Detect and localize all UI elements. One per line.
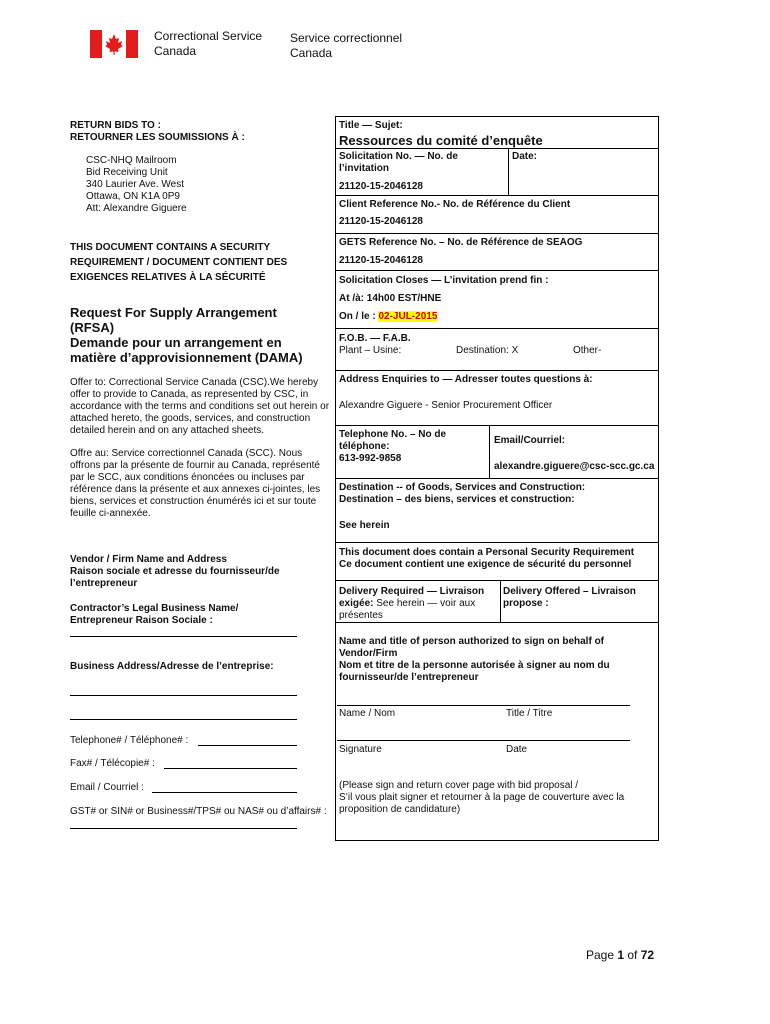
- closes-date: On / le : 02-JUL-2015: [339, 311, 438, 322]
- email-courriel-value: alexandre.giguere@csc-scc.gc.ca: [494, 461, 655, 472]
- title-label: Title — Sujet:: [339, 120, 403, 131]
- department-name-fr: Service correctionnel Canada: [290, 31, 403, 60]
- destination-value: See herein: [339, 520, 390, 531]
- solicitation-label: Solicitation No. — No. de l’invitation: [339, 151, 458, 174]
- email-label: Email / Courriel :: [70, 782, 144, 793]
- telephone-label: Telephone# / Téléphone# :: [70, 735, 189, 746]
- offer-text-fr: Offre au: Service correctionnel Canada (SCC). Nous offrons par la présente de fournir au Canada, représenté par le SCC, aux conditions énoncées ou incluses par référence dans la présente et aux annexes ci-jointes, les biens, services et construction énumérés ici et sur toute feuille ci-annexée.: [70, 448, 321, 519]
- title-field-label: Title / Titre: [506, 708, 553, 719]
- date-label: Date:: [512, 151, 538, 162]
- security-notice: THIS DOCUMENT CONTAINS A SECURITY REQUIREMENT / DOCUMENT CONTIENT DES EXIGENCES RELATIVES À LA SÉCURITÉ: [70, 242, 288, 283]
- closes-time: At /à: 14h00 EST/HNE: [339, 293, 442, 304]
- date-field-label: Date: [506, 744, 528, 755]
- page-number: Page 1 of 72: [586, 948, 655, 962]
- fob-label: F.O.B. — F.A.B.: [339, 333, 411, 344]
- email-courriel-label: Email/Courriel:: [494, 435, 566, 446]
- fob-other: Other-: [573, 345, 602, 356]
- fax-label: Fax# / Télécopie# :: [70, 758, 155, 769]
- telephone-no-label: Telephone No. – No de téléphone: 613-992-9858: [339, 429, 447, 464]
- fob-destination: Destination: X: [456, 345, 519, 356]
- signature-label: Signature: [339, 744, 382, 755]
- business-address-field-2[interactable]: [70, 719, 297, 720]
- solicitation-number: 21120-15-2046128: [339, 181, 423, 192]
- legal-name-label: Contractor’s Legal Business Name/ Entrepreneur Raison Sociale :: [70, 603, 239, 626]
- title-value: Ressources du comité d’enquête: [339, 133, 543, 148]
- return-bids-heading: RETURN BIDS TO : RETOURNER LES SOUMISSIONS À :: [70, 120, 245, 143]
- telephone-field[interactable]: [198, 745, 297, 746]
- gst-field[interactable]: [70, 828, 297, 829]
- gets-reference-label: GETS Reference No. – No. de Référence de SEAOG: [339, 237, 583, 248]
- closes-date-value: 02-JUL-2015: [378, 311, 438, 322]
- delivery-required: Delivery Required — Livraison exigée: See herein — voir aux présentes: [339, 586, 485, 621]
- name-title-field[interactable]: [337, 705, 630, 706]
- gets-reference-number: 21120-15-2046128: [339, 255, 423, 266]
- email-field[interactable]: [152, 792, 297, 793]
- signature-field[interactable]: [337, 740, 630, 741]
- vendor-heading: Vendor / Firm Name and Address Raison sociale et adresse du fournisseur/de l’entrepreneur: [70, 554, 280, 589]
- canada-flag-icon: [90, 30, 138, 58]
- security-requirement: This document does contain a Personal Security Requirement Ce document contient une exigence de sécurité du personnel: [339, 547, 635, 570]
- fob-plant: Plant – Usine:: [339, 345, 402, 356]
- business-address-label: Business Address/Adresse de l’entreprise:: [70, 661, 274, 672]
- department-name-en: Correctional Service Canada: [154, 29, 263, 58]
- rfsa-title: Request For Supply Arrangement (RFSA) Demande pour un arrangement en matière d’approvisionnement (DAMA): [70, 305, 303, 365]
- gst-label: GST# or SIN# or Business#/TPS# ou NAS# ou d’affairs# :: [70, 806, 327, 817]
- business-address-field-1[interactable]: [70, 695, 297, 696]
- sign-instructions: (Please sign and return cover page with bid proposal / S’il vous plait signer et retourner à la page de couverture avec la proposition de candidature): [339, 780, 625, 815]
- client-reference-label: Client Reference No.- No. de Référence du Client: [339, 199, 571, 210]
- enquiries-value: Alexandre Giguere - Senior Procurement Officer: [339, 400, 553, 411]
- authorized-person-label: Name and title of person authorized to sign on behalf of Vendor/Firm Nom et titre de la personne autorisée à signer au nom du fournisseur/de l’entrepreneur: [339, 636, 610, 683]
- enquiries-label: Address Enquiries to — Adresser toutes questions à:: [339, 374, 593, 385]
- legal-name-field[interactable]: [70, 636, 297, 637]
- delivery-offered: Delivery Offered – Livraison propose :: [503, 586, 636, 609]
- return-bids-address: CSC-NHQ Mailroom Bid Receiving Unit 340 Laurier Ave. West Ottawa, ON K1A 0P9 Att: Alexandre Giguere: [86, 155, 187, 214]
- closes-label: Solicitation Closes — L’invitation prend fin :: [339, 275, 549, 286]
- client-reference-number: 21120-15-2046128: [339, 216, 423, 227]
- fax-field[interactable]: [164, 768, 297, 769]
- name-label: Name / Nom: [339, 708, 396, 719]
- destination-label: Destination -- of Goods, Services and Construction: Destination – des biens, services et construction:: [339, 482, 586, 505]
- offer-text-en: Offer to: Correctional Service Canada (CSC).We hereby offer to provide to Canada, as represented by CSC, in accordance with the terms and conditions set out herein or attached hereto, the goods, services, and construction detailed herein and on any attached sheets.: [70, 377, 330, 436]
